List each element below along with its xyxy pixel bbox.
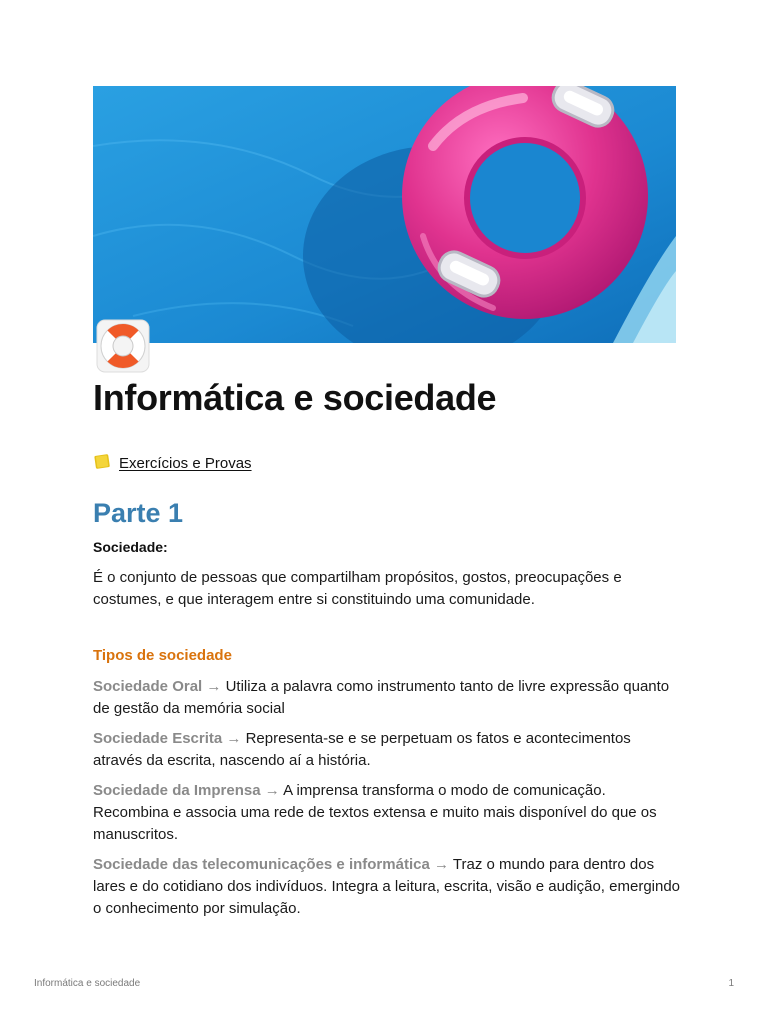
arrow-icon: → <box>433 856 449 873</box>
item-term: Sociedade das telecomunicações e informática <box>93 856 430 873</box>
page-content <box>93 498 683 928</box>
subheading: Tipos de sociedade <box>93 647 232 664</box>
definition-text: É o conjunto de pessoas que compartilham propósitos, gostos, preocupações e costumes, e que interagem entre si constituindo uma comunidade. <box>93 569 622 608</box>
cover-image <box>93 86 676 343</box>
list-item <box>93 728 683 772</box>
arrow-icon: → <box>206 678 222 695</box>
item-text: Utiliza a palavra como instrumento tanto de livre expressão quanto de gestão da memória social <box>93 678 670 717</box>
arrow-icon: → <box>226 730 242 747</box>
lifebuoy-icon <box>95 318 151 374</box>
arrow-icon: → <box>264 782 280 799</box>
item-term: Sociedade da Imprensa <box>93 782 261 799</box>
linked-page-link[interactable]: Exercícios e Provas <box>119 455 252 472</box>
page-number: 1 <box>728 978 734 989</box>
linked-page[interactable] <box>93 452 252 475</box>
item-term: Sociedade Escrita <box>93 730 223 747</box>
page-title: Informática e sociedade <box>93 377 497 418</box>
list-item <box>93 780 683 846</box>
item-text: Representa-se e se perpetuam os fatos e acontecimentos através da escrita, nascendo aí a história. <box>93 730 631 769</box>
definition-label: Sociedade: <box>93 539 168 555</box>
item-text: Traz o mundo para dentro dos lares e do cotidiano dos indivíduos. Integra a leitura, escrita, visão e audição, emergindo o conhecimento por simulação. <box>93 856 681 917</box>
item-term: Sociedade Oral <box>93 678 203 695</box>
footer-title: Informática e sociedade <box>34 978 141 989</box>
list-item <box>93 854 683 920</box>
notebook-icon <box>93 452 111 475</box>
item-text: A imprensa transforma o modo de comunicação. Recombina e associa uma rede de textos extensa e muito mais disponível do que os manuscritos. <box>93 782 657 843</box>
pool-ring-illustration <box>93 86 676 343</box>
section-heading: Parte 1 <box>93 498 184 528</box>
list-item <box>93 676 683 720</box>
